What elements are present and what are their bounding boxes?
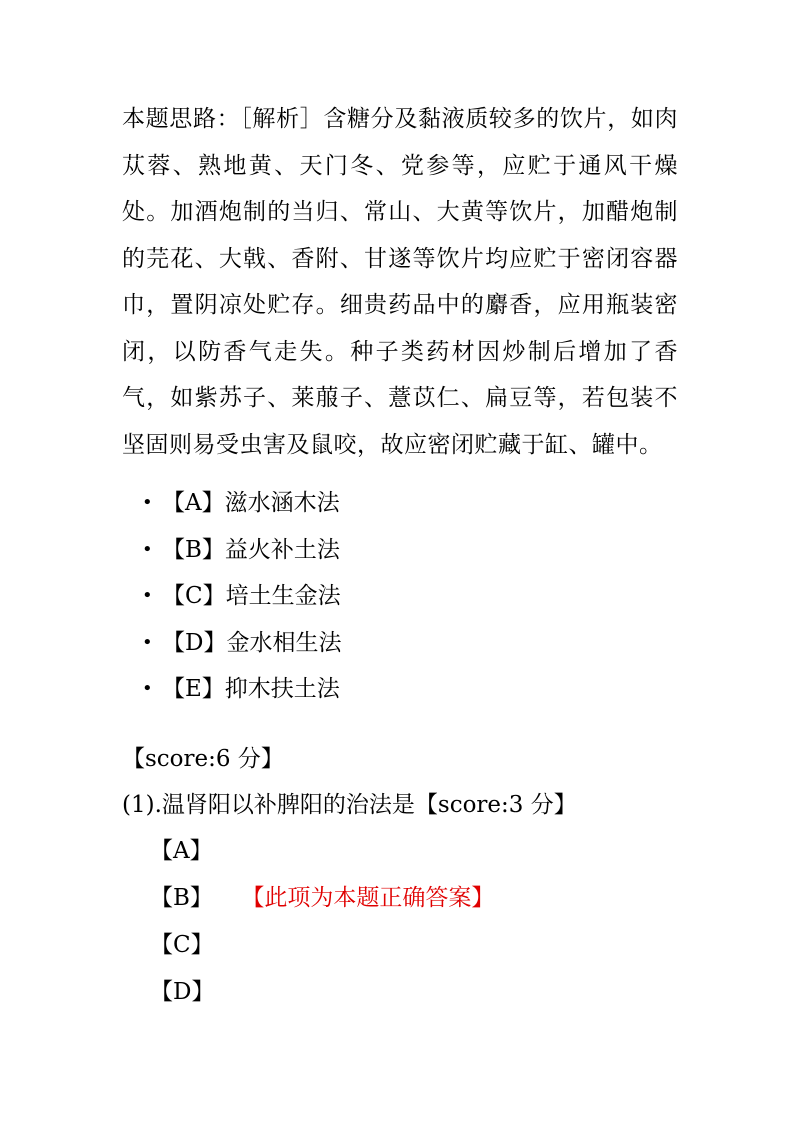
option-label: 【B】益火补土法 [162, 536, 340, 563]
option-item-c [140, 573, 341, 620]
option-item-d [140, 620, 341, 667]
answer-label: 【D】 [150, 979, 215, 1005]
answer-label: 【A】 [150, 838, 213, 864]
bullet-icon: • [142, 538, 153, 560]
option-label: 【C】培土生金法 [162, 583, 341, 609]
bullet-icon: • [142, 492, 153, 513]
option-item-e [140, 666, 341, 713]
answer-item-b [150, 875, 494, 922]
answer-label: 【C】 [150, 932, 214, 958]
answer-item-d [150, 969, 494, 1016]
option-label: 【E】抑木扶土法 [162, 676, 340, 702]
score-total: 【score:6 分】 [122, 746, 284, 772]
analysis-paragraph: 本题思路：［解析］含糖分及黏液质较多的饮片，如肉苁蓉、熟地黄、天门冬、党参等，应贮于通风干燥处。加酒炮制的当归、常山、大黄等饮片，加醋炮制的芫花、大戟、香附、甘遂等饮片均应贮于密闭容器巾，置阴凉处贮存。细贵药品中的麝香，应用瓶装密闭，以防香气走失。种子类药材因炒制后增加了香气，如紫苏子、莱菔子、薏苡仁、扁豆等，若包装不坚固则易受虫害及鼠咬，故应密闭贮藏于缸、罐中。 [122, 106, 678, 458]
option-item-b [140, 527, 341, 574]
option-label: 【A】滋水涵木法 [162, 490, 340, 516]
answer-list [150, 828, 494, 1016]
option-label: 【D】金水相生法 [162, 629, 342, 656]
answer-label: 【B】 [150, 885, 213, 911]
option-list [140, 480, 341, 713]
question-text: (1).温肾阳以补脾阳的治法是【score:3 分】 [122, 792, 577, 818]
bullet-icon: • [142, 631, 153, 653]
correct-answer-note: 【此项为本题正确答案】 [252, 885, 495, 911]
bullet-icon: • [142, 678, 153, 699]
option-item-a [140, 480, 341, 527]
bullet-icon: • [142, 585, 153, 606]
answer-item-c [150, 922, 494, 969]
answer-item-a [150, 828, 494, 875]
